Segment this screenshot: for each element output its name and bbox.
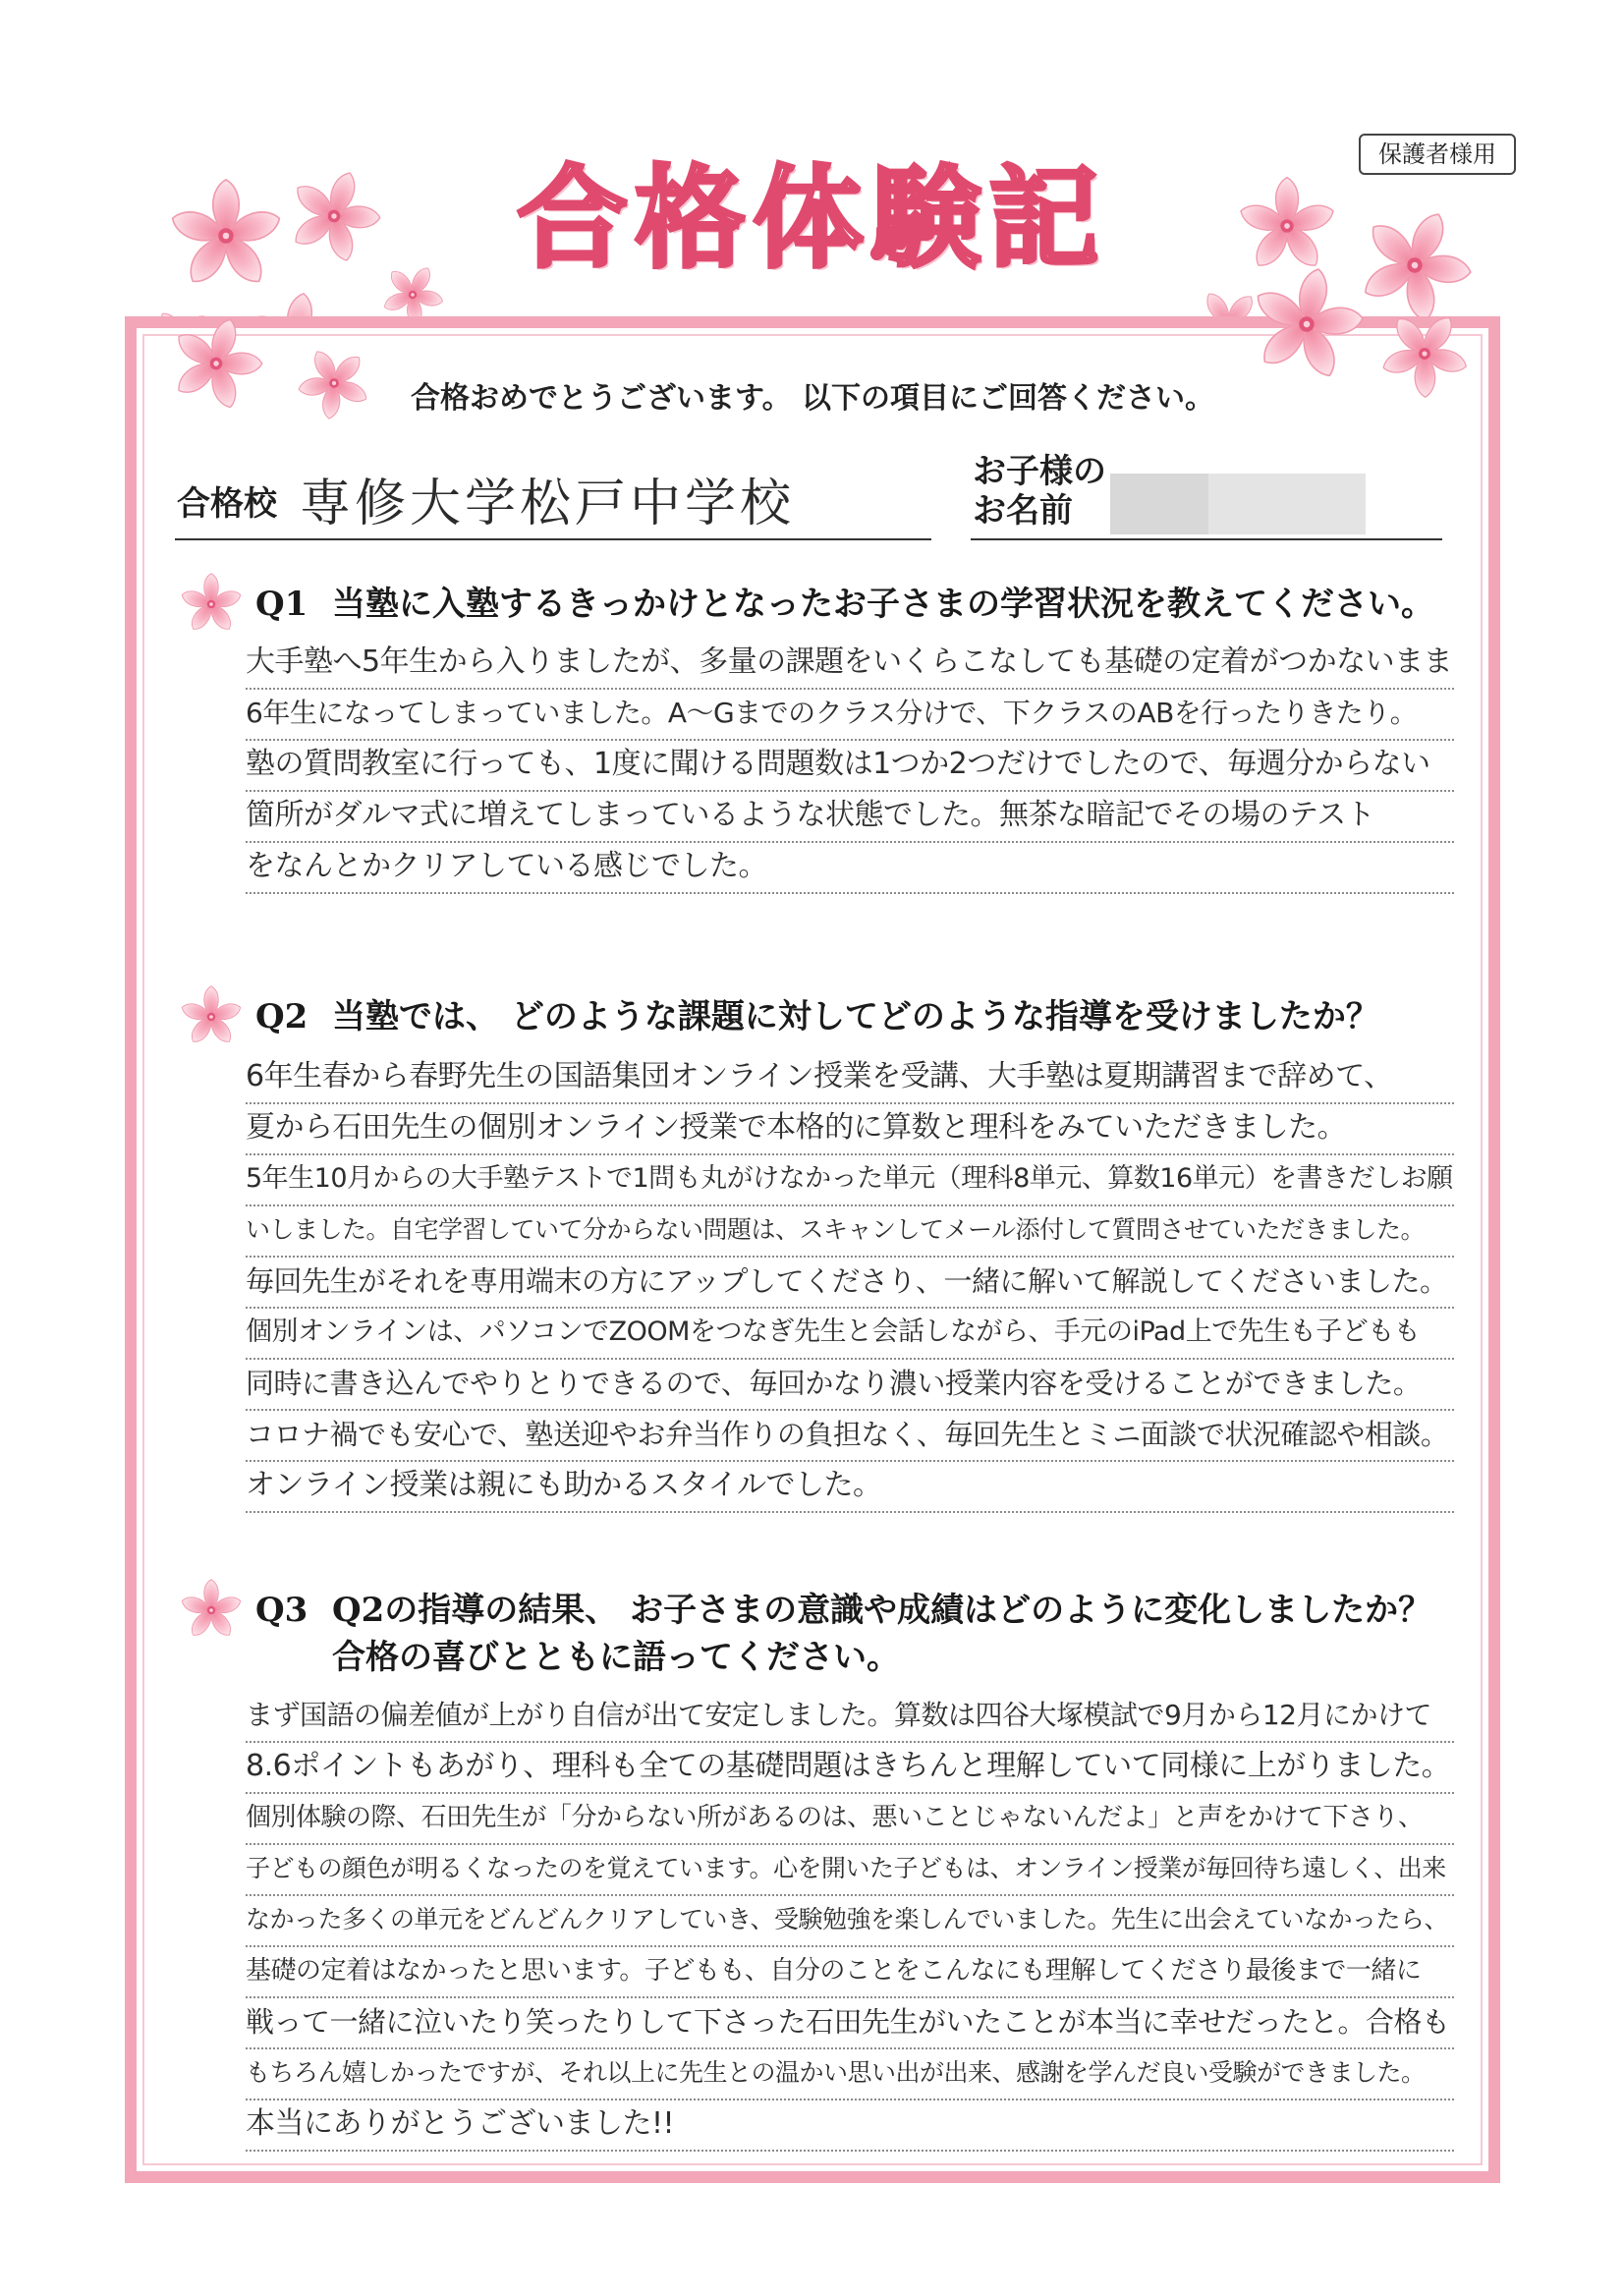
child-name-redacted-2 <box>1208 474 1366 534</box>
q3-question <box>255 1588 1431 1633</box>
q3-answer <box>246 1692 1454 2152</box>
school-underline <box>175 538 931 540</box>
q3-answer-line: 基礎の定着はなかったと思います。子どもも、自分のことをこんなにも理解してくださり最後まで一緒に <box>246 1947 1454 1998</box>
q1-answer-line: 塾の質問教室に行っても、1度に聞ける問題数は1つか2つだけでしたので、毎週分からない <box>246 741 1454 792</box>
q3-question-line2: 合格の喜びとともに語ってください。 <box>332 1638 900 1677</box>
page-title: 合格体験記 <box>517 155 1107 283</box>
q2-answer-line: 毎回先生がそれを専用端末の方にアップしてくださり、一緒に解いて解説してくださいました。 <box>246 1258 1454 1309</box>
q1-answer <box>246 639 1454 894</box>
child-name-underline <box>971 538 1442 540</box>
q1-flower-icon <box>177 570 246 639</box>
q2-question-text: 当塾では、 どのような課題に対してどのような指導を受けましたか？ <box>332 997 1379 1036</box>
q3-answer-line: まず国語の偏差値が上がり自信が出て安定しました。算数は四谷大塚模試で9月から12月にかけて <box>246 1692 1454 1743</box>
q3-answer-line: 8.6ポイントもあがり、理科も全ての基礎問題はきちんと理解していて同様に上がりました。 <box>246 1743 1454 1794</box>
q2-question <box>255 994 1379 1039</box>
q2-answer-line: 個別オンラインは、パソコンでZOOMをつなぎ先生と会話しながら、手元のiPad上で先生も子どもも <box>246 1309 1454 1360</box>
q2-answer-line: いしました。自宅学習していて分からない問題は、スキャンしてメール添付して質問させていただきました。 <box>246 1206 1454 1258</box>
q2-number: Q2 <box>255 997 308 1036</box>
q2-answer-line: コロナ禍でも安心で、塾送迎やお弁当作りの負担なく、毎回先生とミニ面談で状況確認や相談。 <box>246 1411 1454 1462</box>
q3-question-text: Q2の指導の結果、 お子さまの意識や成績はどのように変化しましたか？ <box>332 1591 1432 1630</box>
q1-answer-line: 6年生になってしまっていました。A〜Gまでのクラス分けで、下クラスのABを行ったりきたり。 <box>246 690 1454 741</box>
q3-number: Q3 <box>255 1591 308 1630</box>
q1-question-text: 当塾に入塾するきっかけとなったお子さまの学習状況を教えてください。 <box>332 585 1434 624</box>
q1-question <box>255 582 1434 627</box>
q3-answer-line: 子どもの顔色が明るくなったのを覚えています。心を開いた子どもは、オンライン授業が毎回待ち遠しく、出来 <box>246 1845 1454 1896</box>
child-label-line2: お名前 <box>973 491 1073 531</box>
intro-text: 合格おめでとうございます。 以下の項目にご回答ください。 <box>410 381 1215 416</box>
q3-flower-icon <box>177 1576 246 1645</box>
q1-answer-line: をなんとかクリアしている感じでした。 <box>246 843 1454 894</box>
child-name-label <box>973 452 1106 531</box>
q2-answer-line: 5年生10月からの大手塾テストで1問も丸がけなかった単元（理科8単元、算数16単元）を書きだしお願 <box>246 1155 1454 1206</box>
q2-flower-icon <box>177 982 246 1051</box>
school-label: 合格校 <box>177 484 277 524</box>
school-name: 専修大学松戸中学校 <box>300 475 796 533</box>
q1-answer-line: 箇所がダルマ式に増えてしまっているような状態でした。無茶な暗記でその場のテスト <box>246 792 1454 843</box>
q3-answer-line: 本当にありがとうございました!! <box>246 2100 1454 2152</box>
q1-answer-line: 大手塾へ5年生から入りましたが、多量の課題をいくらこなしても基礎の定着がつかないまま <box>246 639 1454 690</box>
q2-answer <box>246 1053 1454 1513</box>
q3-answer-line: 個別体験の際、石田先生が「分からない所があるのは、悪いことじゃないんだよ」と声をかけて下さり、 <box>246 1794 1454 1845</box>
q2-answer-line: 6年生春から春野先生の国語集団オンライン授業を受講、大手塾は夏期講習まで辞めて、 <box>246 1053 1454 1104</box>
q3-answer-line: 戦って一緒に泣いたり笑ったりして下さった石田先生がいたことが本当に幸せだったと。合格も <box>246 1998 1454 2049</box>
q3-answer-line: なかった多くの単元をどんどんクリアしていき、受験勉強を楽しんでいました。先生に出会えていなかったら、 <box>246 1896 1454 1947</box>
q2-answer-line: 同時に書き込んでやりとりできるので、毎回かなり濃い授業内容を受けることができました。 <box>246 1360 1454 1411</box>
parent-badge: 保護者様用 <box>1359 134 1516 175</box>
q2-answer-line: オンライン授業は親にも助かるスタイルでした。 <box>246 1462 1454 1513</box>
q2-answer-line: 夏から石田先生の個別オンライン授業で本格的に算数と理科をみていただきました。 <box>246 1104 1454 1155</box>
q1-number: Q1 <box>255 585 308 624</box>
q3-answer-line: もちろん嬉しかったですが、それ以上に先生との温かい思い出が出来、感謝を学んだ良い受験ができました。 <box>246 2049 1454 2100</box>
child-label-line1: お子様の <box>973 452 1106 491</box>
